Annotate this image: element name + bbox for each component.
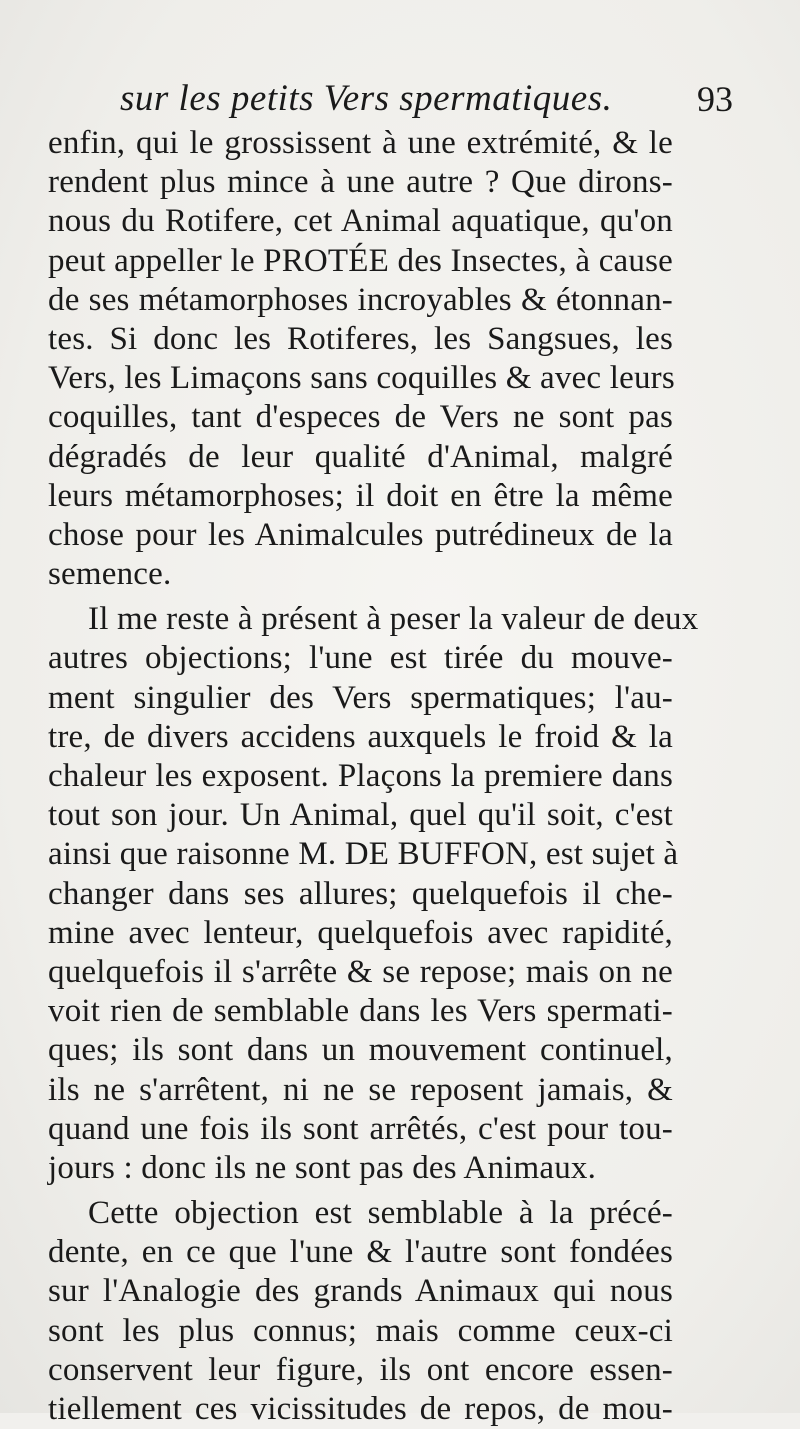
text-line: ainsi que raisonne M. DE BUFFON, est sujet à [48, 836, 679, 873]
running-head: sur les petits Vers spermatiques. [120, 78, 613, 119]
text-line: sur l'Analogie des grands Animaux qui nous [48, 1273, 673, 1310]
text-line: tre, de divers accidens auxquels le froid & la [48, 718, 673, 755]
text-line: tout son jour. Un Animal, quel qu'il soit, c'est [48, 797, 673, 834]
text-line: tiellement ces vicissitudes de repos, de mou- [48, 1391, 673, 1427]
body-text [48, 124, 699, 1429]
text-line: de ses métamorphoses incroyables & étonnan- [48, 281, 673, 318]
text-line: enfin, qui le grossissent à une extrémité, & le [48, 125, 673, 161]
text-line: jours : donc ils ne sont pas des Animaux. [48, 1149, 597, 1186]
text-line: dégradés de leur qualité d'Animal, malgré [48, 438, 673, 475]
text-line: coquilles, tant d'especes de Vers ne sont pas [48, 399, 673, 436]
text-line: conservent leur figure, ils ont encore essen- [48, 1351, 673, 1388]
text-line: semence. [48, 556, 172, 593]
text-line: chaleur les exposent. Plaçons la premiere dans [48, 758, 673, 794]
page-number: 93 [697, 79, 733, 119]
text-line: ques; ils sont dans un mouvement continuel, [48, 1032, 673, 1069]
text-line: leurs métamorphoses; il doit en être la même [48, 477, 673, 514]
text-line: autres objections; l'une est tirée du mouve- [48, 640, 673, 677]
text-line: voit rien de semblable dans les Vers spermati- [48, 993, 673, 1030]
text-line: peut appeller le PROTÉE des Insectes, à cause [48, 242, 673, 279]
text-line: changer dans ses allures; quelquefois il che- [48, 875, 673, 912]
page-header [48, 76, 753, 122]
text-line: ils ne s'arrêtent, ni ne se reposent jamais, & [48, 1071, 673, 1108]
text-line: sont les plus connus; mais comme ceux-ci [48, 1312, 673, 1349]
text-line: tes. Si donc les Rotiferes, les Sangsues, les [48, 320, 673, 357]
text-line: nous du Rotifere, cet Animal aquatique, qu'on [48, 203, 673, 240]
text-line: mine avec lenteur, quelquefois avec rapidité, [48, 914, 673, 951]
text-line: Vers, les Limaçons sans coquilles & avec leurs [48, 360, 675, 397]
text-line: Il me reste à présent à peser la valeur de deux [88, 601, 699, 638]
text-line: dente, en ce que l'une & l'autre sont fondées [48, 1234, 673, 1271]
text-line: rendent plus mince à une autre ? Que dirons- [48, 164, 673, 201]
text-line: quand une fois ils sont arrêtés, c'est pour tou- [48, 1110, 673, 1147]
text-line: chose pour les Animalcules putrédineux de la [48, 516, 673, 553]
text-line: ment singulier des Vers spermatiques; l'au- [48, 679, 673, 716]
text-line: Cette objection est semblable à la précé- [88, 1195, 673, 1232]
text-line: quelquefois il s'arrête & se repose; mais on ne [48, 953, 673, 990]
